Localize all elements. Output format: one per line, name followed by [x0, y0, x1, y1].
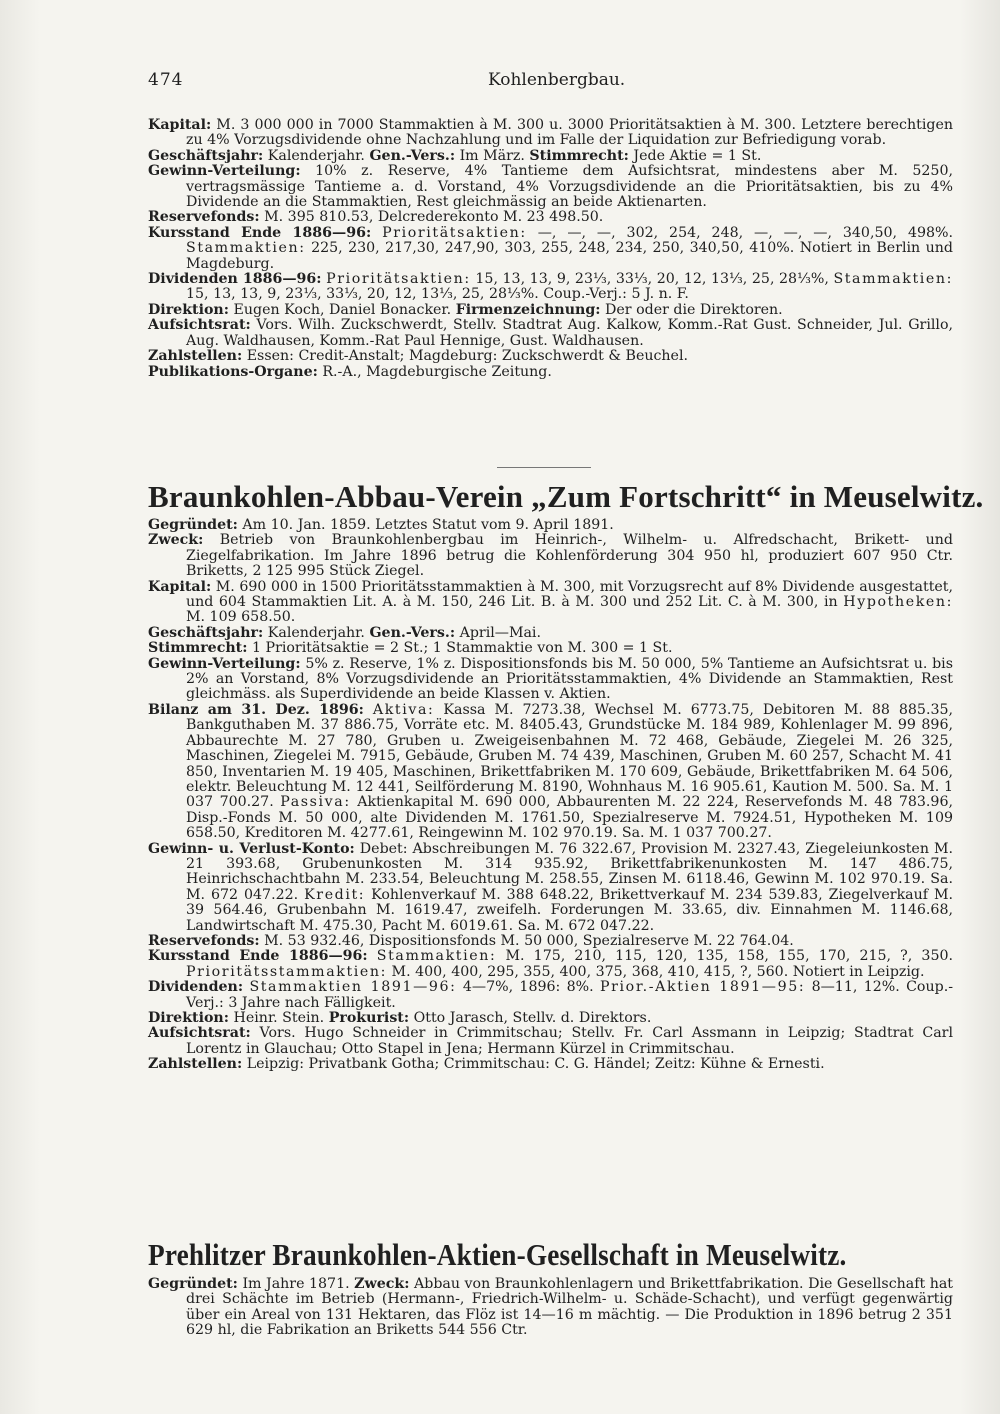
entry-bilanz: Bilanz am 31. Dez. 1896: Aktiva: Kassa M. 7273.38, Wechsel M. 6773.75, Debitoren M. 88 885.35, Bankguthaben M. 37 886.75, Vorräte etc. M. 8405.43, Grundstücke M. 184 989, Kohlenlager M. 99 896, Abbaurechte M. 27 780, Gruben u. Zweigeisenbahnen M. 72 468, Gebäude, Ziegelei M. 26 325, Maschinen, Ziegelei M. 7915, Gebäude, Gruben M. 74 439, Maschinen, Gruben M. 60 257, Schacht M. 41 850, Inventarien M. 19 405, Maschinen, Brikettfabriken M. 170 609, Gebäude, Brikettfabriken M. 64 506, elektr. Beleuchtung M. 12 441, Seilförderung M. 8190, Wohnhaus M. 16 905.61, Kaution M. 500. Sa. M. 1 037 700.27. Passiva: Aktienkapital M. 690 000, Abbaurenten M. 22 224, Reservefonds M. 48 783.96, Disp.-Fonds M. 50 000, alte Dividenden M. 1761.50, Spezialreserve M. 7924.51, Hypotheken M. 109 658.50, Kreditoren M. 4277.61, Reingewinn M. 102 970.19. Sa. M. 1 037 700.27. — [148, 701, 954, 842]
company-prehlitzer-section — [148, 1277, 953, 1339]
entry-kursstand: Kursstand Ende 1886—96: Stammaktien: M. 175, 210, 115, 120, 135, 158, 155, 170, 215, ?, 350. Prioritätsstammaktien: M. 400, 400, 295, 355, 400, 375, 368, 410, 415, ?, 560. Notiert in Leipzig. — [148, 948, 954, 980]
company-title-prehlitzer: Prehlitzer Braunkohlen-Aktien-Gesellschaft in Meuselwitz. — [148, 1237, 847, 1272]
running-title: Kohlenbergbau. — [488, 70, 626, 90]
entry-gewinn-verteilung: Gewinn-Verteilung: 10% z. Reserve, 4% Tantieme dem Aufsichtsrat, mindestens aber M. 5250, vertragsmässige Tantieme a. d. Vorstand, 4% Vorzugsdividende an die Prioritätsaktien, bis zu 4% Dividende an die Stammaktien, Rest gleichmässig an beide Aktienarten. — [148, 163, 953, 211]
entry-reservefonds: Reservefonds: M. 53 932.46, Dispositionsfonds M. 50 000, Spezialreserve M. 22 764.04. — [148, 932, 794, 949]
entry-gegruendet-zweck: Gegründet: Im Jahre 1871. Zweck: Abbau von Braunkohlenlagern und Brikettfabrikation. Die Gesellschaft hat drei Schächte im Betrieb (Hermann-, Friedrich-Wilhelm- u. Schäde-Schacht), und verfügt gegenwärtig über ein Areal von 131 Hektaren, das Flöz ist 14—16 m mächtig. — Die Produktion in 1896 betrug 2 351 629 hl, die Fabrikation an Briketts 544 556 Ctr. — [148, 1276, 954, 1339]
entry-dividenden: Dividenden 1886—96: Prioritätsaktien: 15, 13, 13, 9, 23⅓, 33⅓, 20, 12, 13⅓, 25, 28⅓%, Stammaktien: 15, 13, 13, 9, 23⅓, 33⅓, 20, 12, 13⅓, 25, 28⅓%. Coup.-Verj.: 5 J. n. F. — [148, 271, 954, 303]
page-number: 474 — [148, 70, 184, 90]
entry-kapital: Kapital: M. 690 000 in 1500 Prioritätsstammaktien à M. 300, mit Vorzugsrecht auf 8% Dividende ausgestattet, und 604 Stammaktien Lit. A. à M. 150, 246 Lit. B. à M. 300 und 252 Lit. C. à M. 300, in Hypotheken: M. 109 658.50. — [148, 578, 954, 626]
entry-kapital: Kapital: M. 3 000 000 in 7000 Stammaktien à M. 300 u. 3000 Prioritätsaktien à M. 300. Letztere berechtigen zu 4% Vorzugsdividende ohne Nachzahlung und im Falle der Liquidation zur Befriedigung vorab. — [148, 117, 953, 149]
previous-company-section — [148, 118, 953, 380]
entry-dividenden: Dividenden: Stammaktien 1891—96: 4—7%, 1896: 8%. Prior.-Aktien 1891—95: 8—11, 12%. Coup.-Verj.: 3 Jahre nach Fälligkeit. — [148, 979, 953, 1011]
entry-zahlstellen: Zahlstellen: Essen: Credit-Anstalt; Magdeburg: Zuckschwerdt & Beuchel. — [148, 348, 689, 365]
entry-gegruendet: Gegründet: Am 10. Jan. 1859. Letztes Statut vom 9. April 1891. — [148, 517, 614, 533]
entry-aufsichtsrat: Aufsichtsrat: Vors. Hugo Schneider in Crimmitschau; Stellv. Fr. Carl Assmann in Leipzig; Stadtrat Carl Lorentz in Glauchau; Otto Stapel in Jena; Hermann Kürzel in Crimmitschau. — [148, 1025, 953, 1057]
entry-aufsichtsrat: Aufsichtsrat: Vors. Wilh. Zuckschwerdt, Stellv. Stadtrat Aug. Kalkow, Komm.-Rat Gust. Schneider, Jul. Grillo, Aug. Waldhausen, Komm.-Rat Paul Hennige, Gust. Waldhausen. — [148, 317, 953, 349]
entry-gewinn-verteilung: Gewinn-Verteilung: 5% z. Reserve, 1% z. Dispositionsfonds bis M. 50 000, 5% Tantieme an Aufsichtsrat u. bis 2% an Vorstand, 8% Vorzugsdividende an Prioritätsstammaktien, 4% Dividende an Stammaktien, Rest gleichmäss. als Superdividende an beide Klassen v. Aktien. — [148, 655, 953, 703]
section-divider — [497, 467, 591, 468]
entry-reservefonds: Reservefonds: M. 395 810.53, Delcrederekonto M. 23 498.50. — [148, 209, 604, 226]
entry-direktion: Direktion: Heinr. Stein. Prokurist: Otto Jarasch, Stellv. d. Direktors. — [148, 1010, 652, 1026]
entry-geschaeftsjahr: Geschäftsjahr: Kalenderjahr. Gen.-Vers.: Im März. Stimmrecht: Jede Aktie = 1 St. — [148, 147, 762, 164]
company-fortschritt-section — [148, 518, 953, 1073]
entry-geschaeftsjahr: Geschäftsjahr: Kalenderjahr. Gen.-Vers.: April—Mai. — [148, 624, 541, 641]
entry-direktion: Direktion: Eugen Koch, Daniel Bonacker. Firmenzeichnung: Der oder die Direktoren. — [148, 301, 783, 318]
entry-zweck: Zweck: Betrieb von Braunkohlenbergbau im Heinrich-, Wilhelm- u. Alfredschacht, Brikett- und Ziegelfabrikation. Im Jahre 1896 betrug die Kohlenförderung 304 950 hl, produziert 607 950 Ctr. Briketts, 2 125 995 Stück Ziegel. — [148, 532, 953, 580]
entry-publikations-organe: Publikations-Organe: R.-A., Magdeburgische Zeitung. — [148, 363, 552, 380]
company-title-fortschritt: Braunkohlen-Abbau-Verein „Zum Fortschritt“ in Meuselwitz. — [148, 479, 984, 514]
entry-gewinn-verlust-konto: Gewinn- u. Verlust-Konto: Debet: Abschreibungen M. 76 322.67, Provision M. 2327.43, Ziegeleiunkosten M. 21 393.68, Grubenunkosten M. 314 935.92, Brikettfabrikenunkosten M. 147 486.75, Heinrichschachtbahn M. 233.54, Beleuchtung M. 258.55, Zinsen M. 6118.46, Gewinn M. 102 970.19. Sa. M. 672 047.22. Kredit: Kohlenverkauf M. 388 648.22, Brikettverkauf M. 234 539.83, Ziegelverkauf M. 39 564.46, Grubenbahn M. 1619.47, zweifelh. Forderungen M. 33.65, div. Einnahmen M. 1146.68, Landwirtschaft M. 475.30, Pacht M. 6019.61. Sa. M. 672 047.22. — [148, 840, 954, 934]
entry-zahlstellen: Zahlstellen: Leipzig: Privatbank Gotha; Crimmitschau: C. G. Händel; Zeitz: Kühne & Ernesti. — [148, 1056, 825, 1073]
page-header — [148, 70, 948, 94]
entry-kursstand: Kursstand Ende 1886—96: Prioritätsaktien: —, —, —, 302, 254, 248, —, —, —, 340,50, 498%. Stammaktien: 225, 230, 217,30, 247,90, 303, 255, 248, 234, 250, 340,50, 410%. Notiert in Berlin und Magdeburg. — [148, 224, 954, 272]
entry-stimmrecht: Stimmrecht: 1 Prioritätsaktie = 2 St.; 1 Stammaktie von M. 300 = 1 St. — [148, 640, 673, 657]
